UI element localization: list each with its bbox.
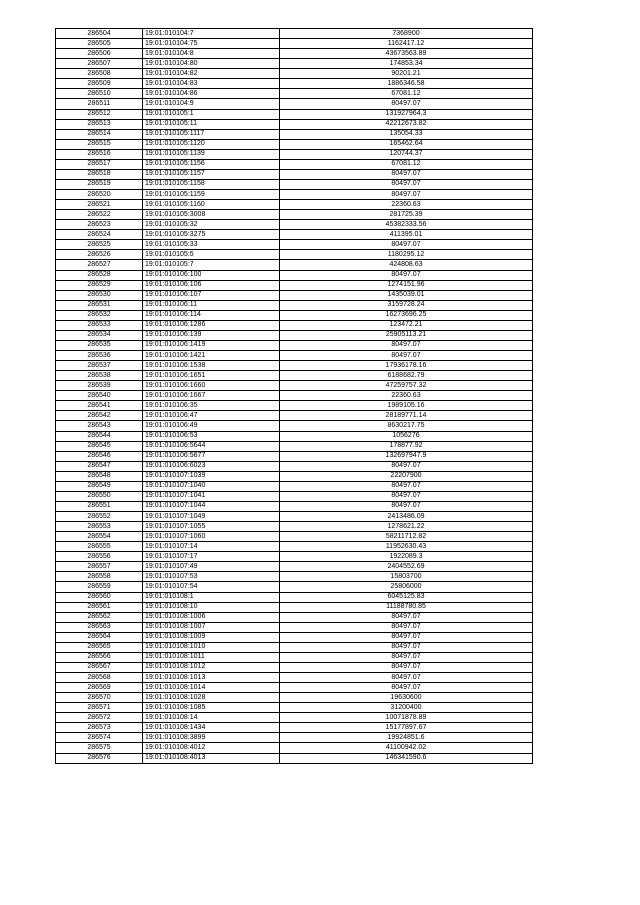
cadastral-number-cell: 19:01:010106:114 (143, 310, 280, 320)
table-body (56, 29, 533, 764)
value-cell: 19630600 (280, 693, 533, 703)
value-cell: 80497.07 (280, 481, 533, 491)
value-cell: 58211712.82 (280, 532, 533, 542)
cadastral-number-cell: 19:01:010104:83 (143, 79, 280, 89)
cadastral-number-cell: 19:01:010105:7 (143, 260, 280, 270)
table-row (56, 79, 533, 89)
row-number-cell: 286504 (56, 29, 143, 39)
row-number-cell: 286572 (56, 713, 143, 723)
cadastral-number-cell: 19:01:010106:11 (143, 300, 280, 310)
cadastral-number-cell: 19:01:010104:86 (143, 89, 280, 99)
cadastral-number-cell: 19:01:010105:3008 (143, 210, 280, 220)
value-cell: 165462.64 (280, 139, 533, 149)
row-number-cell: 286521 (56, 200, 143, 210)
table-row (56, 572, 533, 582)
cadastral-number-cell: 19:01:010105:1139 (143, 149, 280, 159)
row-number-cell: 286571 (56, 703, 143, 713)
row-number-cell: 286547 (56, 461, 143, 471)
table-row (56, 703, 533, 713)
cadastral-number-cell: 19:01:010106:47 (143, 411, 280, 421)
value-cell: 28189771.14 (280, 411, 533, 421)
row-number-cell: 286506 (56, 49, 143, 59)
table-row (56, 200, 533, 210)
value-cell: 80497.07 (280, 491, 533, 501)
value-cell: 22360.63 (280, 391, 533, 401)
cadastral-number-cell: 19:01:010104:75 (143, 39, 280, 49)
cadastral-number-cell: 19:01:010108:1 (143, 592, 280, 602)
row-number-cell: 286549 (56, 481, 143, 491)
value-cell: 80497.07 (280, 270, 533, 280)
row-number-cell: 286505 (56, 39, 143, 49)
value-cell: 123472.21 (280, 320, 533, 330)
table-row (56, 99, 533, 109)
row-number-cell: 286536 (56, 351, 143, 361)
table-row (56, 421, 533, 431)
value-cell: 90201.21 (280, 69, 533, 79)
row-number-cell: 286561 (56, 602, 143, 612)
cadastral-number-cell: 19:01:010106:106 (143, 280, 280, 290)
cadastral-number-cell: 19:01:010108:1006 (143, 612, 280, 622)
value-cell: 8630217.75 (280, 421, 533, 431)
value-cell: 17936178.16 (280, 361, 533, 371)
cadastral-number-cell: 19:01:010104:82 (143, 69, 280, 79)
row-number-cell: 286526 (56, 250, 143, 260)
value-cell: 10071878.89 (280, 713, 533, 723)
cadastral-number-cell: 19:01:010105:33 (143, 240, 280, 250)
value-cell: 25806000 (280, 582, 533, 592)
row-number-cell: 286558 (56, 572, 143, 582)
value-cell: 80497.07 (280, 662, 533, 672)
value-cell: 31200400 (280, 703, 533, 713)
cadastral-number-cell: 19:01:010105:1159 (143, 190, 280, 200)
value-cell: 80497.07 (280, 461, 533, 471)
row-number-cell: 286553 (56, 522, 143, 532)
cadastral-number-cell: 19:01:010107:1049 (143, 512, 280, 522)
row-number-cell: 286523 (56, 220, 143, 230)
row-number-cell: 286573 (56, 723, 143, 733)
value-cell: 1435039.01 (280, 290, 533, 300)
row-number-cell: 286532 (56, 310, 143, 320)
value-cell: 80497.07 (280, 240, 533, 250)
table-row (56, 491, 533, 501)
value-cell: 42212673.82 (280, 119, 533, 129)
cadastral-number-cell: 19:01:010105:3275 (143, 230, 280, 240)
cadastral-number-cell: 19:01:010105:1 (143, 109, 280, 119)
row-number-cell: 286515 (56, 139, 143, 149)
row-number-cell: 286511 (56, 99, 143, 109)
table-row (56, 532, 533, 542)
table-row (56, 481, 533, 491)
cadastral-number-cell: 19:01:010106:139 (143, 330, 280, 340)
cadastral-number-cell: 19:01:010108:1434 (143, 723, 280, 733)
row-number-cell: 286520 (56, 190, 143, 200)
row-number-cell: 286565 (56, 642, 143, 652)
row-number-cell: 286538 (56, 371, 143, 381)
table-row (56, 662, 533, 672)
cadastral-number-cell: 19:01:010106:1286 (143, 320, 280, 330)
value-cell: 67081.12 (280, 89, 533, 99)
value-cell: 80497.07 (280, 632, 533, 642)
value-cell: 1274151.96 (280, 280, 533, 290)
row-number-cell: 286516 (56, 149, 143, 159)
table-row (56, 280, 533, 290)
row-number-cell: 286519 (56, 179, 143, 189)
value-cell: 1162417.12 (280, 39, 533, 49)
row-number-cell: 286560 (56, 592, 143, 602)
row-number-cell: 286518 (56, 169, 143, 179)
row-number-cell: 286554 (56, 532, 143, 542)
value-cell: 41100942.02 (280, 743, 533, 753)
value-cell: 1989105.16 (280, 401, 533, 411)
row-number-cell: 286568 (56, 673, 143, 683)
value-cell: 424808.63 (280, 260, 533, 270)
row-number-cell: 286508 (56, 69, 143, 79)
value-cell: 80497.07 (280, 622, 533, 632)
value-cell: 43673563.89 (280, 49, 533, 59)
table-row (56, 461, 533, 471)
cadastral-number-cell: 19:01:010106:53 (143, 431, 280, 441)
row-number-cell: 286539 (56, 381, 143, 391)
table-row (56, 330, 533, 340)
cadastral-number-cell: 19:01:010106:1651 (143, 371, 280, 381)
table-row (56, 159, 533, 169)
row-number-cell: 286537 (56, 361, 143, 371)
table-row (56, 652, 533, 662)
table-row (56, 753, 533, 763)
value-cell: 16273696.25 (280, 310, 533, 320)
table-row (56, 69, 533, 79)
row-number-cell: 286551 (56, 501, 143, 511)
table-row (56, 149, 533, 159)
table-row (56, 179, 533, 189)
row-number-cell: 286543 (56, 421, 143, 431)
table-row (56, 713, 533, 723)
cadastral-number-cell: 19:01:010105:1157 (143, 169, 280, 179)
row-number-cell: 286522 (56, 210, 143, 220)
value-cell: 80497.07 (280, 673, 533, 683)
cadastral-number-cell: 19:01:010108:1028 (143, 693, 280, 703)
value-cell: 2413486.09 (280, 512, 533, 522)
cadastral-number-cell: 19:01:010108:4013 (143, 753, 280, 763)
cadastral-number-cell: 19:01:010108:1085 (143, 703, 280, 713)
row-number-cell: 286570 (56, 693, 143, 703)
row-number-cell: 286531 (56, 300, 143, 310)
value-cell: 25905113.21 (280, 330, 533, 340)
value-cell: 120744.37 (280, 149, 533, 159)
row-number-cell: 286546 (56, 451, 143, 461)
table-row (56, 431, 533, 441)
cadastral-number-cell: 19:01:010105:1117 (143, 129, 280, 139)
table-row (56, 612, 533, 622)
value-cell: 11952630.43 (280, 542, 533, 552)
cadastral-number-cell: 19:01:010106:49 (143, 421, 280, 431)
row-number-cell: 286517 (56, 159, 143, 169)
cadastral-number-cell: 19:01:010106:1660 (143, 381, 280, 391)
cadastral-number-cell: 19:01:010108:3899 (143, 733, 280, 743)
cadastral-number-cell: 19:01:010107:54 (143, 582, 280, 592)
row-number-cell: 286533 (56, 320, 143, 330)
value-cell: 11188780.85 (280, 602, 533, 612)
row-number-cell: 286534 (56, 330, 143, 340)
value-cell: 6045125.83 (280, 592, 533, 602)
row-number-cell: 286509 (56, 79, 143, 89)
value-cell: 22360.63 (280, 200, 533, 210)
table-row (56, 632, 533, 642)
cadastral-number-cell: 19:01:010108:4012 (143, 743, 280, 753)
table-row (56, 743, 533, 753)
cadastral-number-cell: 19:01:010107:1055 (143, 522, 280, 532)
cadastral-number-cell: 19:01:010105:1120 (143, 139, 280, 149)
table-row (56, 592, 533, 602)
value-cell: 80497.07 (280, 683, 533, 693)
value-cell: 2404552.69 (280, 562, 533, 572)
cadastral-number-cell: 19:01:010105:1160 (143, 200, 280, 210)
table-row (56, 190, 533, 200)
table-row (56, 290, 533, 300)
row-number-cell: 286544 (56, 431, 143, 441)
row-number-cell: 286525 (56, 240, 143, 250)
value-cell: 80497.07 (280, 612, 533, 622)
cadastral-number-cell: 19:01:010107:1044 (143, 501, 280, 511)
table-row (56, 240, 533, 250)
table-row (56, 29, 533, 39)
table-row (56, 733, 533, 743)
value-cell: 6188682.79 (280, 371, 533, 381)
cadastral-number-cell: 19:01:010106:6023 (143, 461, 280, 471)
table-row (56, 210, 533, 220)
table-row (56, 642, 533, 652)
cadastral-number-cell: 19:01:010107:14 (143, 542, 280, 552)
value-cell: 411395.01 (280, 230, 533, 240)
cadastral-number-cell: 19:01:010107:1060 (143, 532, 280, 542)
cadastral-number-cell: 19:01:010108:1009 (143, 632, 280, 642)
cadastral-number-cell: 19:01:010104:80 (143, 59, 280, 69)
table-row (56, 673, 533, 683)
table-row (56, 501, 533, 511)
value-cell: 15803700 (280, 572, 533, 582)
cadastral-number-cell: 19:01:010108:1012 (143, 662, 280, 672)
cadastral-number-cell: 19:01:010108:14 (143, 713, 280, 723)
row-number-cell: 286557 (56, 562, 143, 572)
value-cell: 174853.34 (280, 59, 533, 69)
cadastral-number-cell: 19:01:010106:35 (143, 401, 280, 411)
table-row (56, 512, 533, 522)
cadastral-number-cell: 19:01:010107:1040 (143, 481, 280, 491)
row-number-cell: 286548 (56, 471, 143, 481)
row-number-cell: 286563 (56, 622, 143, 632)
value-cell: 80497.07 (280, 179, 533, 189)
row-number-cell: 286566 (56, 652, 143, 662)
cadastral-number-cell: 19:01:010108:1011 (143, 652, 280, 662)
row-number-cell: 286562 (56, 612, 143, 622)
row-number-cell: 286564 (56, 632, 143, 642)
cadastral-number-cell: 19:01:010104:7 (143, 29, 280, 39)
row-number-cell: 286527 (56, 260, 143, 270)
row-number-cell: 286550 (56, 491, 143, 501)
cadastral-number-cell: 19:01:010108:10 (143, 602, 280, 612)
value-cell: 132697947.9 (280, 451, 533, 461)
row-number-cell: 286528 (56, 270, 143, 280)
row-number-cell: 286514 (56, 129, 143, 139)
cadastral-number-cell: 19:01:010107:49 (143, 562, 280, 572)
row-number-cell: 286567 (56, 662, 143, 672)
cadastral-number-cell: 19:01:010105:5 (143, 250, 280, 260)
value-cell: 80497.07 (280, 340, 533, 350)
table-row (56, 109, 533, 119)
cadastral-number-cell: 19:01:010106:1421 (143, 351, 280, 361)
cadastral-value-table (55, 28, 533, 764)
cadastral-number-cell: 19:01:010107:17 (143, 552, 280, 562)
value-cell: 146341590.6 (280, 753, 533, 763)
table-row (56, 582, 533, 592)
row-number-cell: 286510 (56, 89, 143, 99)
row-number-cell: 286513 (56, 119, 143, 129)
row-number-cell: 286545 (56, 441, 143, 451)
cadastral-number-cell: 19:01:010104:8 (143, 49, 280, 59)
cadastral-number-cell: 19:01:010107:1041 (143, 491, 280, 501)
row-number-cell: 286540 (56, 391, 143, 401)
table-row (56, 401, 533, 411)
table-row (56, 139, 533, 149)
row-number-cell: 286552 (56, 512, 143, 522)
cadastral-number-cell: 19:01:010108:1010 (143, 642, 280, 652)
table-row (56, 310, 533, 320)
row-number-cell: 286575 (56, 743, 143, 753)
table-row (56, 169, 533, 179)
cadastral-number-cell: 19:01:010106:5677 (143, 451, 280, 461)
table-row (56, 340, 533, 350)
cadastral-number-cell: 19:01:010104:9 (143, 99, 280, 109)
row-number-cell: 286507 (56, 59, 143, 69)
table-row (56, 320, 533, 330)
value-cell: 3159728.24 (280, 300, 533, 310)
row-number-cell: 286535 (56, 340, 143, 350)
cadastral-number-cell: 19:01:010106:1538 (143, 361, 280, 371)
value-cell: 45382333.56 (280, 220, 533, 230)
cadastral-number-cell: 19:01:010106:1419 (143, 340, 280, 350)
row-number-cell: 286555 (56, 542, 143, 552)
row-number-cell: 286574 (56, 733, 143, 743)
table-row (56, 562, 533, 572)
value-cell: 178877.92 (280, 441, 533, 451)
value-cell: 47259757.32 (280, 381, 533, 391)
cadastral-number-cell: 19:01:010106:100 (143, 270, 280, 280)
table-row (56, 351, 533, 361)
cadastral-number-cell: 19:01:010108:1014 (143, 683, 280, 693)
value-cell: 80497.07 (280, 351, 533, 361)
cadastral-number-cell: 19:01:010108:1013 (143, 673, 280, 683)
cadastral-number-cell: 19:01:010107:1039 (143, 471, 280, 481)
value-cell: 131927964.3 (280, 109, 533, 119)
value-cell: 1886346.58 (280, 79, 533, 89)
cadastral-number-cell: 19:01:010105:1158 (143, 179, 280, 189)
value-cell: 80497.07 (280, 642, 533, 652)
cadastral-number-cell: 19:01:010105:11 (143, 119, 280, 129)
row-number-cell: 286559 (56, 582, 143, 592)
value-cell: 67081.12 (280, 159, 533, 169)
table-row (56, 59, 533, 69)
table-row (56, 441, 533, 451)
value-cell: 1278621.22 (280, 522, 533, 532)
value-cell: 15177897.67 (280, 723, 533, 733)
cadastral-number-cell: 19:01:010105:32 (143, 220, 280, 230)
table-row (56, 89, 533, 99)
value-cell: 80497.07 (280, 99, 533, 109)
cadastral-number-cell: 19:01:010106:1667 (143, 391, 280, 401)
table-row (56, 129, 533, 139)
table-row (56, 230, 533, 240)
value-cell: 80497.07 (280, 652, 533, 662)
value-cell: 19924851.6 (280, 733, 533, 743)
value-cell: 1180295.12 (280, 250, 533, 260)
table-row (56, 622, 533, 632)
row-number-cell: 286512 (56, 109, 143, 119)
value-cell: 7368900 (280, 29, 533, 39)
value-cell: 135054.33 (280, 129, 533, 139)
table-row (56, 522, 533, 532)
table-row (56, 451, 533, 461)
value-cell: 22207900 (280, 471, 533, 481)
row-number-cell: 286530 (56, 290, 143, 300)
table-row (56, 723, 533, 733)
value-cell: 80497.07 (280, 190, 533, 200)
value-cell: 1922089.3 (280, 552, 533, 562)
value-cell: 80497.07 (280, 501, 533, 511)
table-row (56, 471, 533, 481)
table-row (56, 391, 533, 401)
cadastral-number-cell: 19:01:010108:1007 (143, 622, 280, 632)
table-row (56, 39, 533, 49)
table-row (56, 552, 533, 562)
table-row (56, 119, 533, 129)
table-row (56, 49, 533, 59)
row-number-cell: 286576 (56, 753, 143, 763)
row-number-cell: 286541 (56, 401, 143, 411)
table-row (56, 602, 533, 612)
cadastral-number-cell: 19:01:010105:1156 (143, 159, 280, 169)
table-row (56, 260, 533, 270)
row-number-cell: 286529 (56, 280, 143, 290)
table-row (56, 683, 533, 693)
row-number-cell: 286542 (56, 411, 143, 421)
value-cell: 281725.39 (280, 210, 533, 220)
table-row (56, 371, 533, 381)
table-row (56, 411, 533, 421)
row-number-cell: 286556 (56, 552, 143, 562)
table-row (56, 361, 533, 371)
cadastral-number-cell: 19:01:010106:5644 (143, 441, 280, 451)
row-number-cell: 286569 (56, 683, 143, 693)
cadastral-number-cell: 19:01:010107:53 (143, 572, 280, 582)
table-row (56, 381, 533, 391)
table-row (56, 270, 533, 280)
row-number-cell: 286524 (56, 230, 143, 240)
table-row (56, 693, 533, 703)
table-row (56, 220, 533, 230)
table-row (56, 250, 533, 260)
value-cell: 1056276 (280, 431, 533, 441)
table-row (56, 542, 533, 552)
cadastral-number-cell: 19:01:010106:107 (143, 290, 280, 300)
table-row (56, 300, 533, 310)
value-cell: 80497.07 (280, 169, 533, 179)
